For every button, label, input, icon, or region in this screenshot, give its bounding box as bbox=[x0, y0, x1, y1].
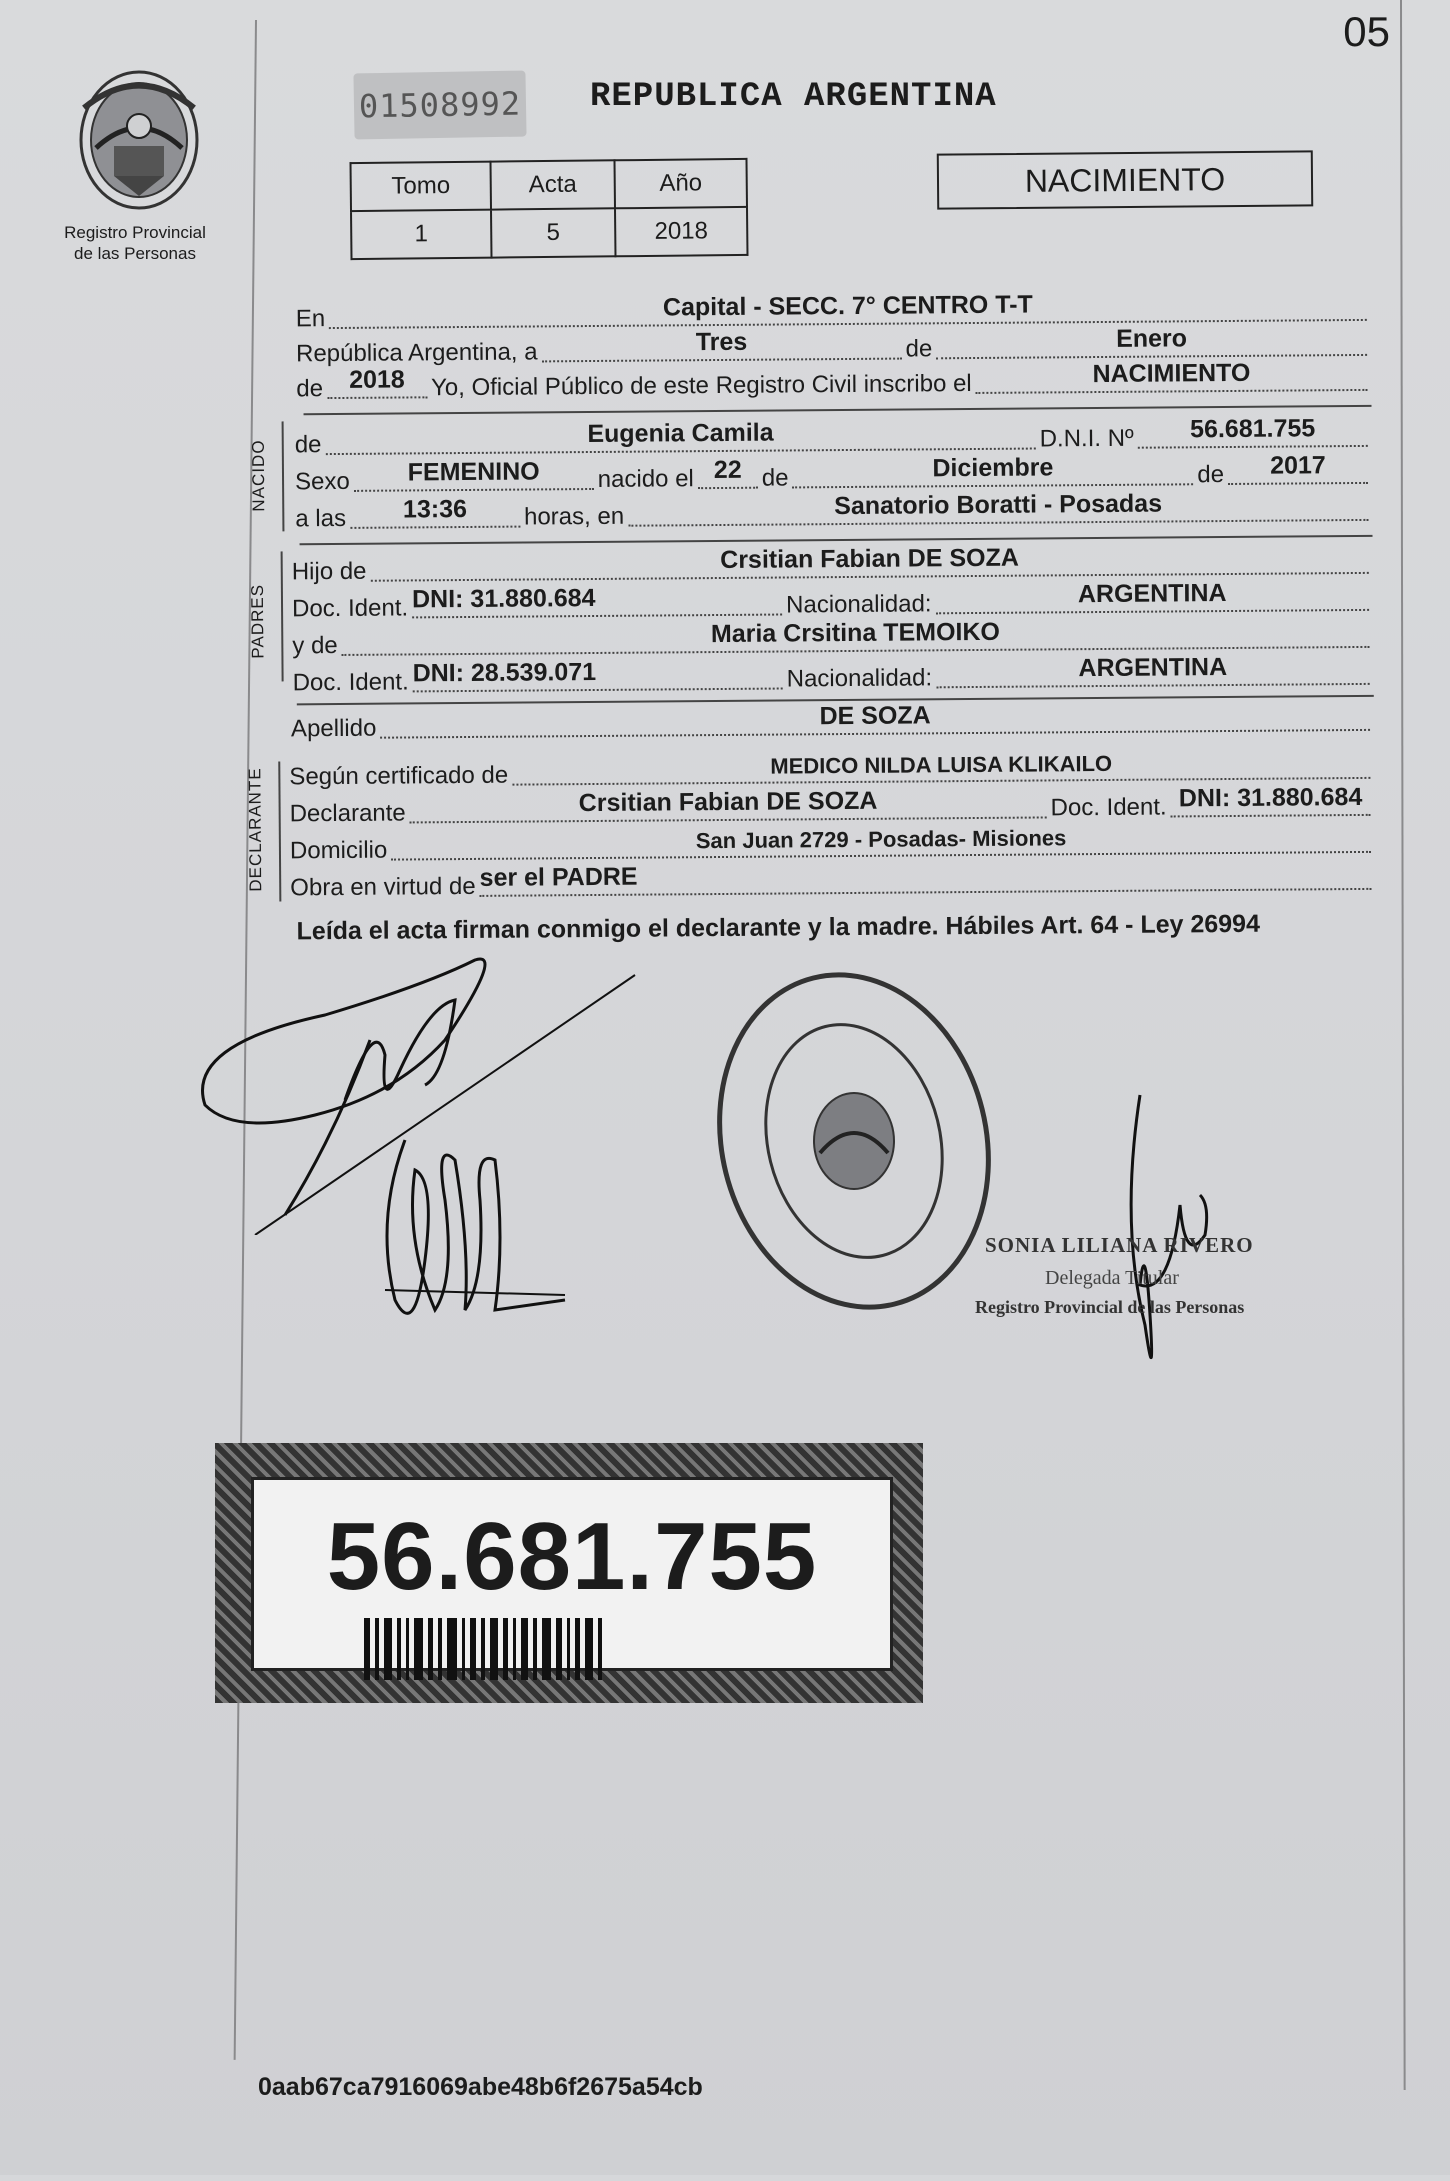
barcode bbox=[364, 1618, 774, 1680]
field-surname: DE SOZA bbox=[380, 699, 1370, 739]
closing-statement: Leída el acta firman conmigo el declarante y la madre. Hábiles Art. 64 - Ley 26994 bbox=[296, 909, 1261, 946]
barcode-bar bbox=[470, 1618, 476, 1680]
row-father: Hijo de Crsitian Fabian DE SOZA bbox=[292, 540, 1373, 588]
officer-title: Delegada Titular bbox=[1045, 1267, 1179, 1289]
field-day: Tres bbox=[541, 328, 901, 363]
field-birth-month: Diciembre bbox=[792, 453, 1193, 488]
section-label-nacido: NACIDO bbox=[248, 439, 269, 512]
id-number-panel bbox=[251, 1477, 893, 1671]
field-declarant-doc: DNI: 31.880.684 bbox=[1170, 784, 1370, 818]
barcode-bar bbox=[481, 1618, 485, 1680]
field-child-dni: 56.681.755 bbox=[1138, 415, 1368, 449]
barcode-bar bbox=[585, 1618, 593, 1680]
header-ano: Año bbox=[614, 159, 746, 208]
field-father-name: Crsitian Fabian DE SOZA bbox=[370, 542, 1369, 582]
barcode-bar bbox=[575, 1618, 580, 1680]
field-capacity: ser el PADRE bbox=[480, 858, 1372, 897]
field-father-nationality: ARGENTINA bbox=[935, 579, 1369, 614]
serial-number-stamp: 01508992 bbox=[353, 71, 526, 140]
field-birth-place: Sanatorio Boratti - Posadas bbox=[628, 489, 1368, 527]
barcode-bar bbox=[503, 1618, 508, 1680]
row-place: En Capital - SECC. 7° CENTRO T-T bbox=[296, 287, 1371, 335]
row-date: República Argentina, a Tres de Enero bbox=[296, 322, 1371, 370]
barcode-bar bbox=[567, 1618, 570, 1680]
barcode-bar bbox=[384, 1618, 392, 1680]
field-mother-name: Maria Crsitina TEMOIKO bbox=[342, 616, 1370, 656]
field-event: NACIMIENTO bbox=[976, 359, 1368, 394]
field-birth-year: 2017 bbox=[1228, 452, 1368, 485]
row-time-place: a las 13:36 horas, en Sanatorio Boratti - Posadas bbox=[295, 487, 1372, 535]
page-number: 05 bbox=[1343, 8, 1390, 55]
value-ano: 2018 bbox=[615, 207, 747, 256]
registry-name: Registro Provincial de las Personas bbox=[64, 223, 206, 263]
barcode-bar bbox=[375, 1618, 379, 1680]
header-tomo: Tomo bbox=[351, 162, 491, 211]
header-acta: Acta bbox=[491, 160, 615, 209]
officer-organization: Registro Provincial de las Personas bbox=[975, 1297, 1245, 1317]
field-sex: FEMENINO bbox=[354, 458, 594, 492]
row-sex-birth: Sexo FEMENINO nacido el 22 de Diciembre de 2017 bbox=[295, 450, 1372, 498]
row-address: Domicilio San Juan 2729 - Posadas- Misiones bbox=[290, 819, 1375, 868]
barcode-bar bbox=[598, 1618, 602, 1680]
field-month: Enero bbox=[936, 324, 1367, 359]
barcode-bar bbox=[447, 1618, 457, 1680]
barcode-bar bbox=[406, 1618, 409, 1680]
section-label-padres: PADRES bbox=[247, 583, 268, 659]
row-mother-doc: Doc. Ident. DNI: 28.539.071 Nacionalidad: ARGENTINA bbox=[292, 651, 1373, 699]
officer-name: SONIA LILIANA RIVERO bbox=[985, 1233, 1254, 1257]
field-father-doc: DNI: 31.880.684 bbox=[412, 584, 782, 619]
field-address: San Juan 2729 - Posadas- Misiones bbox=[391, 821, 1371, 861]
section-label-declarante: DECLARANTE bbox=[245, 767, 266, 892]
barcode-bar bbox=[513, 1618, 516, 1680]
field-place: Capital - SECC. 7° CENTRO T-T bbox=[329, 289, 1367, 329]
id-number-label bbox=[215, 1443, 923, 1703]
field-declarant-name: Crsitian Fabian DE SOZA bbox=[410, 786, 1047, 823]
signature-mother bbox=[365, 1100, 575, 1340]
row-father-doc: Doc. Ident. DNI: 31.880.684 Nacionalidad: ARGENTINA bbox=[292, 577, 1373, 625]
section-bar-padres bbox=[281, 551, 284, 681]
row-year: de 2018 Yo, Oficial Público de este Registro Civil inscribo el NACIMIENTO bbox=[296, 357, 1371, 405]
row-mother: y de Maria Crsitina TEMOIKO bbox=[292, 614, 1373, 662]
field-child-name: Eugenia Camila bbox=[325, 418, 1035, 456]
country-title: REPUBLICA ARGENTINA bbox=[590, 78, 997, 116]
barcode-bar bbox=[414, 1618, 423, 1680]
field-year: 2018 bbox=[327, 366, 427, 399]
field-certificate: MEDICO NILDA LUISA KLIKAILO bbox=[512, 747, 1370, 786]
row-capacity: Obra en virtud de ser el PADRE bbox=[290, 856, 1375, 905]
barcode-bar bbox=[397, 1618, 401, 1680]
field-birth-day: 22 bbox=[698, 457, 758, 489]
value-tomo: 1 bbox=[351, 210, 491, 259]
section-bar-nacido bbox=[282, 421, 285, 531]
row-declarant: Declarante Crsitian Fabian DE SOZA Doc. Ident. DNI: 31.880.684 bbox=[289, 782, 1374, 831]
row-name: de Eugenia Camila D.N.I. Nº 56.681.755 bbox=[295, 413, 1372, 461]
barcode-bar bbox=[542, 1618, 551, 1680]
barcode-bar bbox=[533, 1618, 537, 1680]
barcode-bar bbox=[364, 1618, 370, 1680]
value-acta: 5 bbox=[491, 208, 615, 257]
barcode-bar bbox=[556, 1618, 562, 1680]
official-round-stamp bbox=[708, 963, 1000, 1319]
barcode-bar bbox=[438, 1618, 442, 1680]
field-birth-time: 13:36 bbox=[350, 496, 520, 529]
row-certificate: Según certificado de MEDICO NILDA LUISA KLIKAILO bbox=[289, 745, 1374, 794]
barcode-bar bbox=[462, 1618, 465, 1680]
field-mother-nationality: ARGENTINA bbox=[936, 653, 1370, 688]
document-hash: 0aab67ca7916069abe48b6f2675a54cb bbox=[258, 2073, 703, 2101]
record-kind-box: NACIMIENTO bbox=[937, 150, 1313, 209]
barcode-bar bbox=[490, 1618, 498, 1680]
row-surname: Apellido DE SOZA bbox=[291, 697, 1374, 746]
field-mother-doc: DNI: 28.539.071 bbox=[413, 658, 783, 693]
section-bar-declarante bbox=[278, 761, 281, 901]
barcode-bar bbox=[428, 1618, 433, 1680]
barcode-bar bbox=[521, 1618, 528, 1680]
id-number: 56.681.755 bbox=[326, 1503, 818, 1610]
